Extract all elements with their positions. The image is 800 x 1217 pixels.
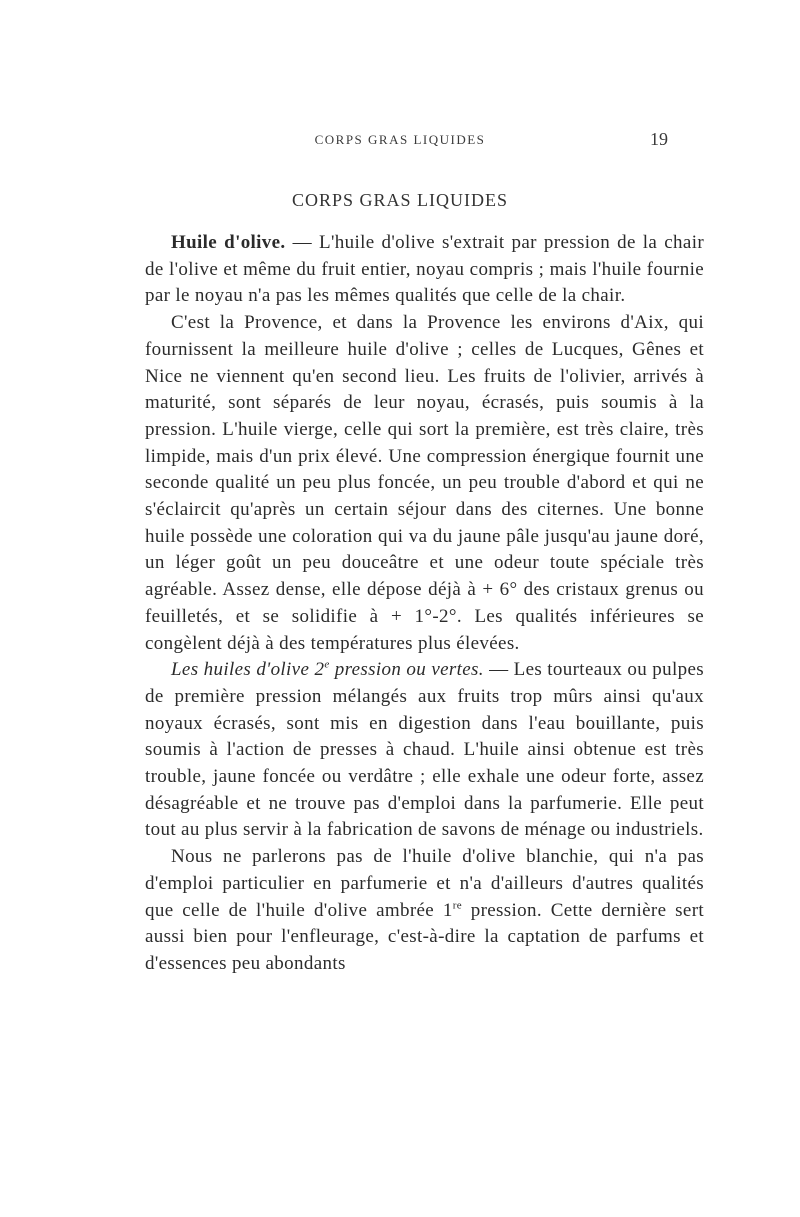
section-title: CORPS GRAS LIQUIDES — [291, 190, 509, 210]
run-in-heading-huile-olive: Huile d'olive. — [171, 232, 286, 253]
page-number: 19 — [650, 129, 668, 149]
run-in-heading-part: pression ou vertes. — [329, 659, 484, 681]
superscript: re — [452, 899, 462, 912]
run-in-heading-part: Les huiles d'olive 2 — [171, 659, 325, 681]
paragraph-huile-blanchie — [145, 844, 704, 978]
paragraph-huile-olive — [145, 230, 704, 310]
paragraph-text: — Les tourteaux ou pulpes de première pression mélangés aux fruits trop mûrs ainsi qu'aux noyaux écrasés, sont mis en digestion dans l'eau bouillante, puis soumis à l'action de presses à chaud. L'huile ainsi obtenue est très trouble, jaune foncée ou verdâtre ; elle exhale une odeur forte, assez désagréable et ne trouve pas d'emploi dans la parfumerie. Elle peut tout au plus servir à la fabrication de savons de ménage ou industriels. — [145, 659, 704, 841]
superscript: e — [324, 658, 330, 671]
paragraph-text: pression. Cette dernière sert aussi bien pour l'enfleurage, c'est-à-dire la captation de parfums et d'essences peu abondants — [145, 899, 704, 974]
paragraph-deuxieme-pression — [145, 657, 704, 844]
body-text — [145, 230, 704, 978]
paragraph-text: C'est la Provence, et dans la Provence les environs d'Aix, qui fournissent la meilleure huile d'olive ; celles de Lucques, Gênes et Nice ne viennent qu'en second lieu. Les fruits de l'olivier, arrivés à maturité, sont séparés de leur noyau, écrasés, puis soumis à la pression. L'huile vierge, celle qui sort la première, est très claire, très limpide, mais d'un prix élevé. Une compression énergique fournit une seconde qualité un peu plus foncée, un peu trouble d'abord et qui ne s'éclaircit qu'après un certain séjour dans des citernes. Une bonne huile possède une coloration qui va du jaune pâle jusqu'au jaune doré, un léger goût un peu douceâtre et une odeur toute spéciale très agréable. Assez dense, elle dépose déjà à + 6° des cristaux grenus ou feuilletés, et se solidifie à + 1°-2°. Les qualités inférieures se congèlent déjà à des températures plus élevées. — [145, 312, 704, 654]
paragraph-provence — [145, 310, 704, 657]
paragraph-text: — L'huile d'olive s'extrait par pression de la chair de l'olive et même du fruit entier, noyau compris ; mais l'huile fournie par le noyau n'a pas les mêmes qualités que celle de la chair. — [145, 232, 704, 307]
run-in-heading-deuxieme-pression — [171, 659, 484, 680]
running-head — [0, 129, 800, 154]
paragraph-text: Nous ne parlerons pas de l'huile d'olive blanchie, qui n'a pas d'emploi particulier en parfumerie et n'a d'ailleurs d'autres qualités que celle de l'huile d'olive ambrée 1 — [145, 846, 704, 921]
running-head-title: CORPS GRAS LIQUIDES — [314, 132, 486, 147]
